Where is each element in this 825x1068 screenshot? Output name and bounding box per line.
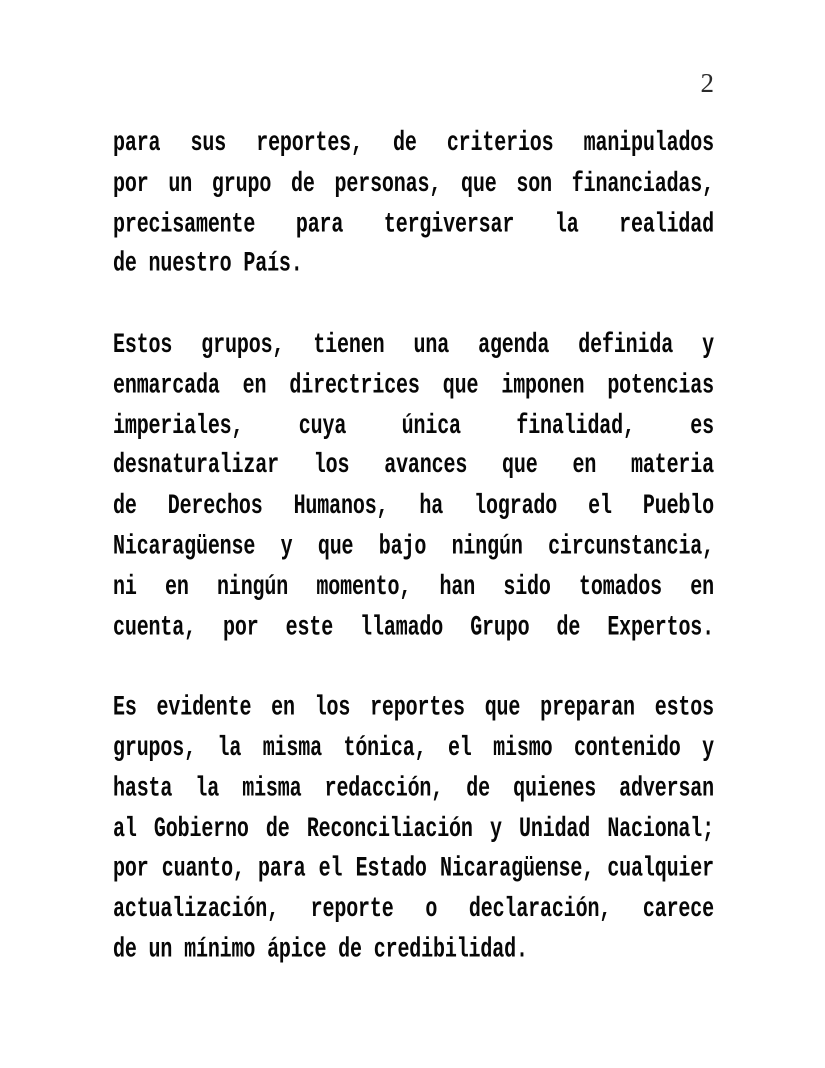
text-line: por un grupo de personas, que son financiadas, [113, 168, 714, 201]
text-line: Estos grupos, tienen una agenda definida y [113, 329, 714, 362]
paragraph [113, 689, 714, 971]
paragraph [113, 327, 714, 650]
text-line: de un mínimo ápice de credibilidad. [113, 934, 528, 967]
text-line: Es evidente en los reportes que preparan estos [113, 692, 714, 725]
text-line: Nicaragüense y que bajo ningún circunstancia, [113, 530, 714, 564]
text-line: ni en ningún momento, han sido tomados en [113, 571, 714, 604]
paragraph [113, 125, 714, 286]
document-body [113, 125, 714, 1012]
text-line: enmarcada en directrices que imponen potencias [113, 369, 714, 402]
text-line: imperiales, cuya única finalidad, es [113, 410, 714, 443]
text-line: por cuanto, para el Estado Nicaragüense, cualquier [113, 853, 714, 886]
text-line: al Gobierno de Reconciliación y Unidad Nacional; [113, 813, 714, 846]
text-line: desnaturalizar los avances que en materia [113, 450, 714, 483]
page-number: 2 [700, 68, 714, 98]
text-line: cuenta, por este llamado Grupo de Expertos. [113, 611, 714, 644]
text-line: de nuestro País. [113, 248, 303, 281]
text-line: actualización, reporte o declaración, carece [113, 893, 714, 926]
text-line: para sus reportes, de criterios manipulados [113, 127, 714, 160]
text-line: hasta la misma redacción, de quienes adversan [113, 772, 714, 806]
text-line: grupos, la misma tónica, el mismo contenido y [113, 732, 714, 765]
text-line: precisamente para tergiversar la realidad [113, 208, 714, 241]
text-line: de Derechos Humanos, ha logrado el Pueblo [113, 490, 714, 523]
